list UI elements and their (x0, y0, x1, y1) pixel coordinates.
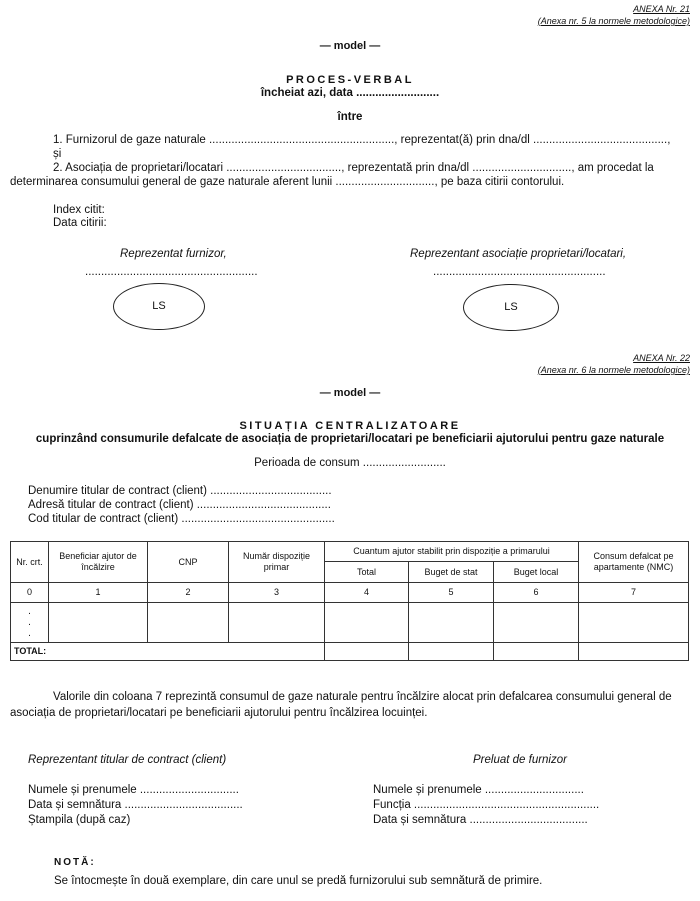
sig-left-title: Reprezentant titular de contract (client) (28, 754, 227, 766)
note-values: Valorile din coloana 7 reprezintă consumul de gaze naturale pentru încălzire alocat prin defalcarea consumului general de asociația de proprietari/locatari pe beneficiarii ajutorului pentru încălzirea locuinței. (10, 691, 672, 719)
sig-right-title: Preluat de furnizor (473, 754, 567, 766)
cell-empty (49, 603, 148, 643)
cell-empty (229, 603, 325, 643)
nota-title: NOTĂ: (54, 857, 96, 868)
pv-sig-left: Reprezentat furnizor, (120, 248, 227, 260)
cell-empty (325, 603, 409, 643)
sc-client-code: Cod titular de contract (client) ................................................ (28, 513, 335, 525)
pv-title: PROCES-VERBAL (286, 74, 414, 86)
pv-sig-dots-left: ...................................................... (85, 266, 258, 278)
sig-left-date: Data și semnătura ..................................... (28, 799, 243, 811)
sig-left-name: Numele și prenumele ............................... (28, 784, 239, 796)
annex-22-subtitle: (Anexa nr. 6 la normele metodologice) (537, 365, 690, 375)
consumption-table (10, 541, 689, 661)
sc-title: SITUAȚIA CENTRALIZATOARE (239, 420, 461, 432)
table-row-numbers (11, 583, 689, 603)
table-row-total (11, 643, 689, 661)
col-num-7: 7 (579, 583, 689, 603)
pv-line-3: determinarea consumului general de gaze naturale aferent lunii ..............................., pe baza citirii contorului. (10, 176, 565, 188)
nota-text: Se întocmește în două exemplare, din care unul se predă furnizorului sub semnătură de primire. (54, 875, 543, 887)
cell-empty (494, 643, 579, 661)
cell-empty (409, 643, 494, 661)
header-beneficiar: Beneficiar ajutor de încălzire (49, 542, 148, 583)
header-total: Total (325, 562, 409, 583)
ls-label-left: LS (152, 300, 166, 312)
cell-empty (579, 603, 689, 643)
sc-client-address: Adresă titular de contract (client) .......................................... (28, 499, 331, 511)
col-num-5: 5 (409, 583, 494, 603)
col-num-0: 0 (11, 583, 49, 603)
header-cnp: CNP (148, 542, 229, 583)
cell-empty (494, 603, 579, 643)
header-cuantum: Cuantum ajutor stabilit prin dispoziție a primarului (325, 542, 579, 562)
sc-subtitle: cuprinzând consumurile defalcate de asociația de proprietari/locatari pe beneficiarii ajutorului pentru gaze naturale (35, 433, 665, 445)
pv-between: între (337, 111, 363, 123)
annex-21-title: ANEXA Nr. 21 (633, 4, 690, 14)
cell-empty (409, 603, 494, 643)
col-num-2: 2 (148, 583, 229, 603)
annex-22-title: ANEXA Nr. 22 (633, 353, 690, 363)
header-buget-stat: Buget de stat (409, 562, 494, 583)
header-dispozitie: Număr dispoziție primar (229, 542, 325, 583)
ls-label-right: LS (504, 301, 518, 313)
pv-sig-dots-right: ...................................................... (433, 266, 606, 278)
table-row-empty (11, 603, 689, 643)
pv-date-read: Data citirii: (53, 217, 107, 229)
pv-index: Index citit: (53, 204, 105, 216)
sig-right-name: Numele și prenumele ............................... (373, 784, 584, 796)
header-consum: Consum defalcat pe apartamente (NMC) (579, 542, 689, 583)
pv-subtitle: încheiat azi, data .......................... (260, 87, 440, 99)
cell-empty (325, 643, 409, 661)
sc-period: Perioada de consum .......................... (254, 457, 446, 469)
cell-empty (148, 603, 229, 643)
ls-stamp-right (463, 284, 559, 331)
model-label-2: — model — (319, 387, 381, 399)
header-buget-local: Buget local (494, 562, 579, 583)
model-label-1: — model — (319, 40, 381, 52)
sc-client-name: Denumire titular de contract (client) ...................................... (28, 485, 332, 497)
sig-right-date: Data și semnătura ..................................... (373, 814, 588, 826)
sig-right-function: Funcția .......................................................... (373, 799, 600, 811)
col-num-1: 1 (49, 583, 148, 603)
pv-line-2: 2. Asociația de proprietari/locatari ...................................., reprezentată prin dna/dl ..............................., am procedat la (53, 162, 654, 174)
col-num-3: 3 (229, 583, 325, 603)
annex-21-subtitle: (Anexa nr. 5 la normele metodologice) (537, 16, 690, 26)
row-dots: . . . (11, 603, 49, 643)
pv-and: și (53, 148, 62, 160)
cell-empty (579, 643, 689, 661)
sig-left-stamp: Ștampila (după caz) (28, 814, 131, 826)
col-num-4: 4 (325, 583, 409, 603)
ls-stamp-left (113, 283, 205, 330)
total-label: TOTAL: (11, 643, 325, 661)
pv-sig-right: Reprezentant asociație proprietari/locatari, (410, 248, 627, 260)
pv-line-1: 1. Furnizorul de gaze naturale .........................................................., reprezentat(ă) prin dna/dl .........................................., (53, 134, 671, 146)
col-num-6: 6 (494, 583, 579, 603)
header-nr: Nr. crt. (11, 542, 49, 583)
